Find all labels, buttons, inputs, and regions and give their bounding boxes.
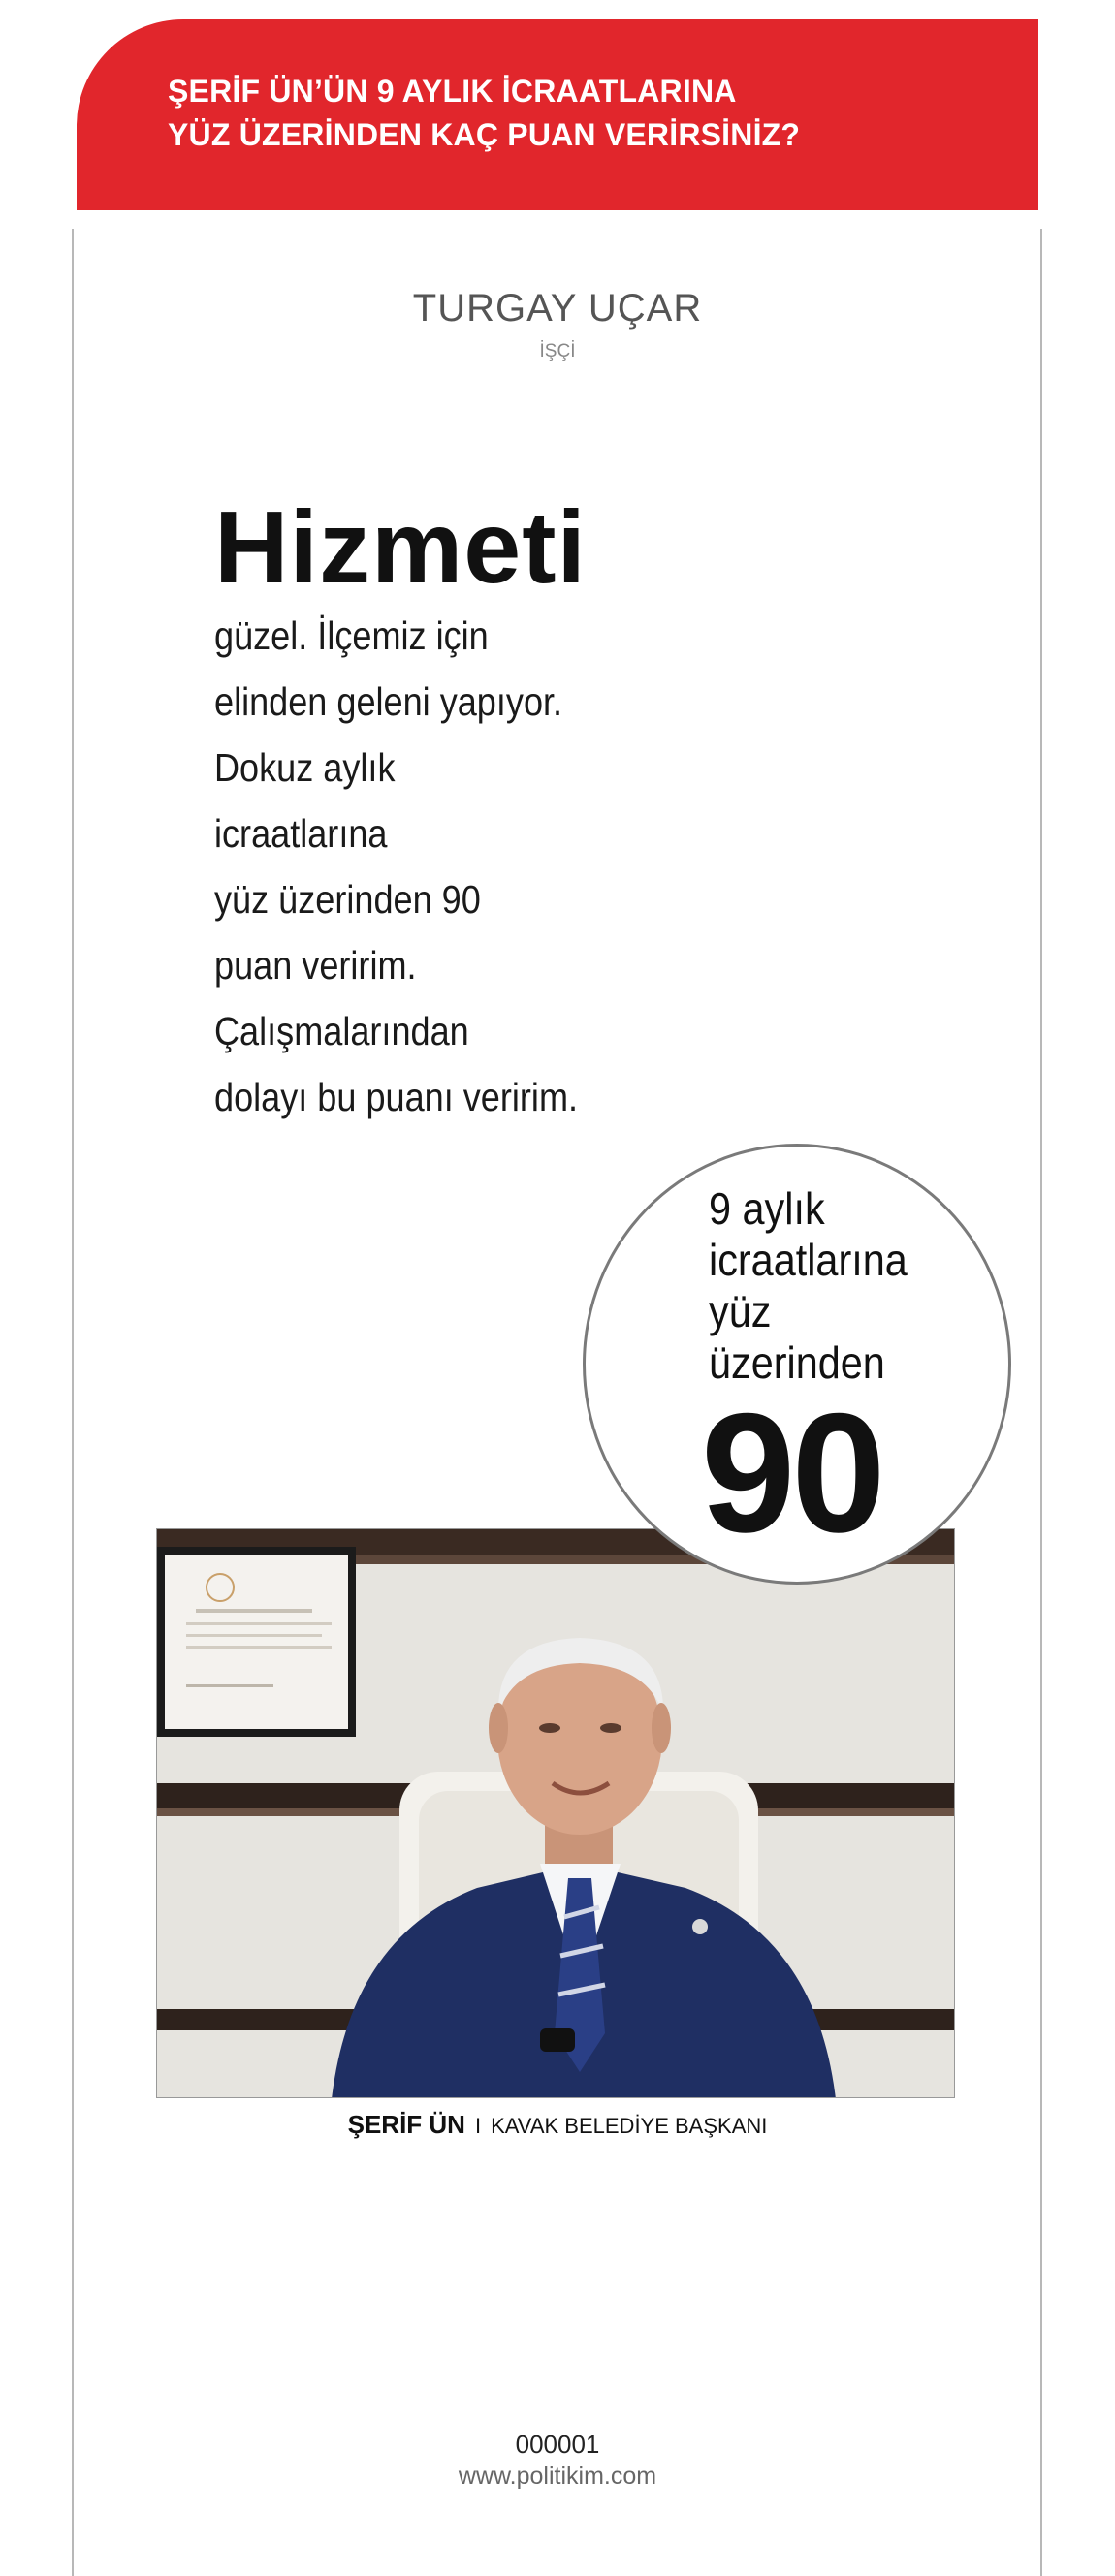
article-line: güzel. İlçemiz için bbox=[214, 613, 489, 658]
article-line: elinden geleni yapıyor. bbox=[214, 679, 563, 724]
header-banner bbox=[77, 19, 1038, 210]
author-role: İŞÇİ bbox=[539, 341, 576, 361]
caption-separator: I bbox=[474, 2114, 482, 2138]
article-line: puan veririm. bbox=[214, 943, 417, 988]
score-badge bbox=[583, 1144, 1011, 1585]
page-code: 000001 bbox=[515, 2430, 600, 2459]
header-title-line-2: YÜZ ÜZERİNDEN KAÇ PUAN VERİRSİNİZ? bbox=[168, 117, 801, 152]
article-body bbox=[214, 603, 627, 1130]
frame-left-border bbox=[72, 229, 74, 2576]
caption-title: KAVAK BELEDİYE BAŞKANI bbox=[491, 2114, 768, 2138]
website-link[interactable]: www.politikim.com bbox=[458, 2463, 657, 2490]
score-badge-line: üzerinden bbox=[709, 1337, 885, 1388]
article-line: icraatlarına bbox=[214, 811, 388, 856]
frame-right-border bbox=[1040, 229, 1042, 2576]
article-line: Çalışmalarından bbox=[214, 1009, 469, 1053]
score-badge-line: yüz bbox=[709, 1286, 772, 1336]
score-value: 90 bbox=[701, 1379, 882, 1568]
photo-caption bbox=[0, 2110, 1115, 2140]
article-line: yüz üzerinden 90 bbox=[214, 877, 481, 922]
score-badge-text bbox=[709, 1183, 930, 1389]
article-line: dolayı bu puanı veririm. bbox=[214, 1075, 579, 1119]
header-title-line-1: ŞERİF ÜN’ÜN 9 AYLIK İCRAATLARINA bbox=[168, 74, 737, 109]
mayor-photo bbox=[156, 1528, 955, 2098]
score-badge-line: icraatlarına bbox=[709, 1235, 908, 1285]
article-line: Dokuz aylık bbox=[214, 745, 396, 790]
author-name: TURGAY UÇAR bbox=[412, 287, 703, 330]
article-lead-word: Hizmeti bbox=[214, 490, 587, 605]
score-badge-line: 9 aylık bbox=[709, 1183, 825, 1234]
caption-name: ŞERİF ÜN bbox=[347, 2110, 465, 2139]
